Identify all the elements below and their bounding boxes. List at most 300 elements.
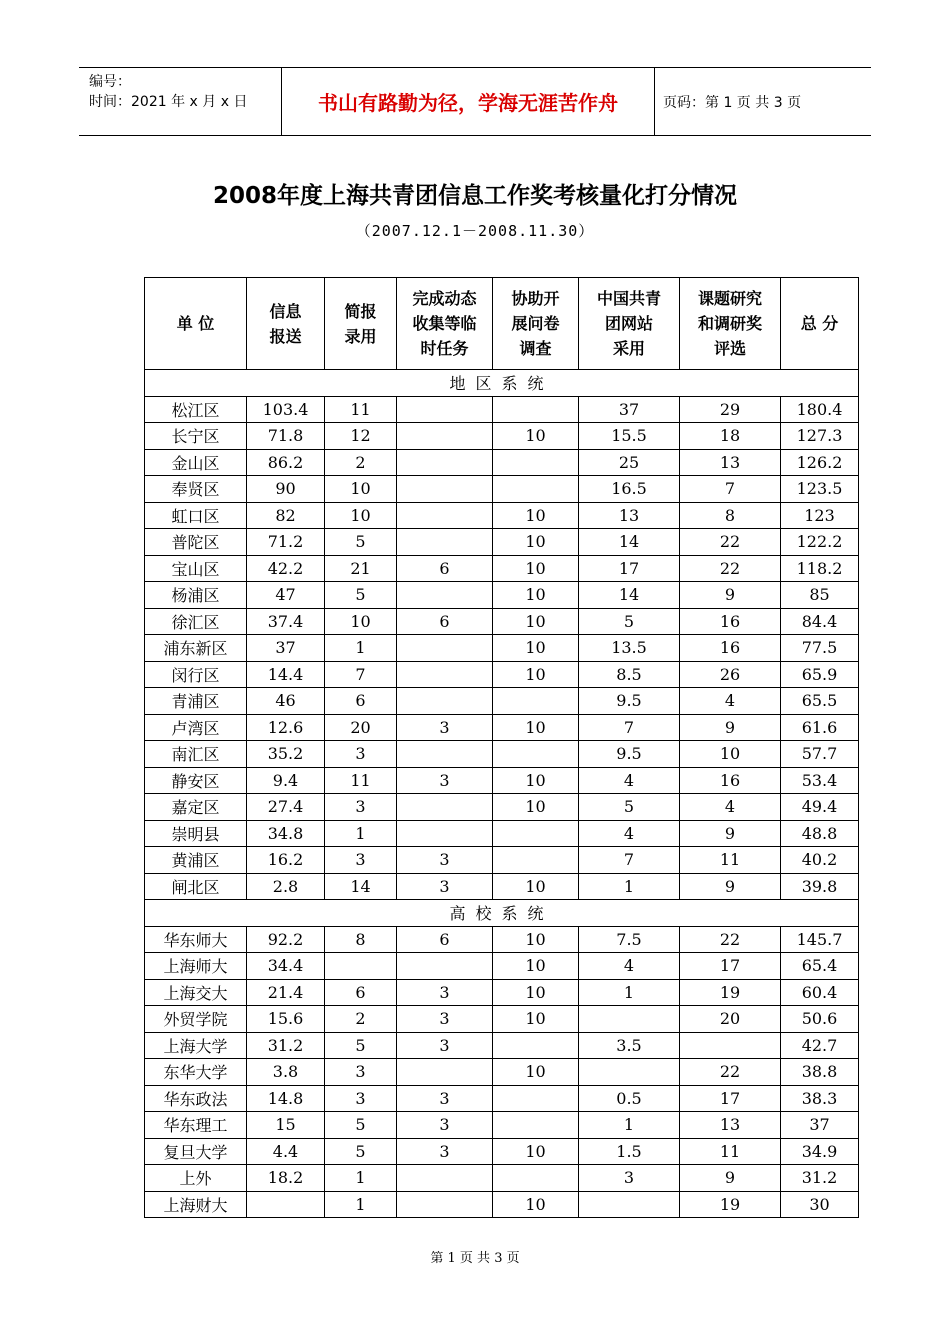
- score-cell: 13: [680, 1112, 781, 1139]
- score-cell: 17: [680, 953, 781, 980]
- table-row: [145, 635, 859, 662]
- table-row: [145, 449, 859, 476]
- score-cell: 4: [579, 767, 680, 794]
- unit-name-cell: 闸北区: [145, 873, 247, 900]
- table-row: [145, 661, 859, 688]
- score-cell: 10: [493, 794, 579, 821]
- score-cell: 6: [397, 555, 493, 582]
- score-cell: 10: [493, 873, 579, 900]
- score-cell: 22: [680, 926, 781, 953]
- unit-name-cell: 复旦大学: [145, 1138, 247, 1165]
- score-cell: 5: [325, 1112, 397, 1139]
- column-header-line: 协助开: [511, 289, 560, 308]
- column-header-line: 和调研奖: [697, 314, 762, 333]
- score-cell: 1: [325, 635, 397, 662]
- table-row: [145, 926, 859, 953]
- score-cell: 10: [493, 582, 579, 609]
- section-row: [145, 900, 859, 927]
- score-cell: 145.7: [781, 926, 859, 953]
- score-cell: 5: [579, 794, 680, 821]
- score-cell: 15: [247, 1112, 325, 1139]
- score-cell: 3: [325, 741, 397, 768]
- time-label: 时间：2021 年 x 月 x 日: [89, 94, 248, 110]
- score-cell: 34.4: [247, 953, 325, 980]
- unit-name-cell: 闵行区: [145, 661, 247, 688]
- score-cell: 9: [680, 820, 781, 847]
- score-cell: 5: [325, 529, 397, 556]
- score-cell: 7: [680, 476, 781, 503]
- score-cell: 17: [579, 555, 680, 582]
- score-cell: 42.2: [247, 555, 325, 582]
- score-cell: [579, 1059, 680, 1086]
- score-cell: 38.8: [781, 1059, 859, 1086]
- score-cell: 31.2: [247, 1032, 325, 1059]
- section-title: 地区系统: [145, 370, 859, 397]
- column-header-line: 评选: [713, 339, 746, 358]
- column-header-line: 团网站: [604, 314, 653, 333]
- unit-name-cell: 杨浦区: [145, 582, 247, 609]
- score-cell: 14: [579, 529, 680, 556]
- score-cell: 10: [493, 635, 579, 662]
- score-cell: 3: [397, 847, 493, 874]
- score-cell: 1: [579, 873, 680, 900]
- score-cell: 26: [680, 661, 781, 688]
- score-cell: 82: [247, 502, 325, 529]
- score-cell: [493, 820, 579, 847]
- unit-name-cell: 虹口区: [145, 502, 247, 529]
- score-cell: 6: [325, 979, 397, 1006]
- score-cell: 126.2: [781, 449, 859, 476]
- unit-name-cell: 奉贤区: [145, 476, 247, 503]
- score-cell: 5: [579, 608, 680, 635]
- score-cell: 3.5: [579, 1032, 680, 1059]
- score-cell: 10: [493, 926, 579, 953]
- score-cell: 19: [680, 979, 781, 1006]
- score-cell: 11: [325, 767, 397, 794]
- score-cell: 37: [579, 396, 680, 423]
- unit-name-cell: 长宁区: [145, 423, 247, 450]
- score-cell: 16: [680, 608, 781, 635]
- score-cell: 8: [680, 502, 781, 529]
- score-cell: 14.8: [247, 1085, 325, 1112]
- table-row: [145, 396, 859, 423]
- score-cell: 3: [397, 1085, 493, 1112]
- score-cell: 31.2: [781, 1165, 859, 1192]
- column-header: [325, 278, 397, 370]
- score-cell: [397, 476, 493, 503]
- score-cell: 50.6: [781, 1006, 859, 1033]
- score-cell: [397, 502, 493, 529]
- unit-name-cell: 东华大学: [145, 1059, 247, 1086]
- score-cell: 10: [325, 476, 397, 503]
- score-cell: [247, 1191, 325, 1218]
- score-cell: 103.4: [247, 396, 325, 423]
- score-cell: 3: [397, 767, 493, 794]
- score-cell: 8: [325, 926, 397, 953]
- column-header-line: 时任务: [420, 339, 469, 358]
- score-cell: 85: [781, 582, 859, 609]
- score-cell: 10: [493, 1006, 579, 1033]
- unit-name-cell: 上外: [145, 1165, 247, 1192]
- score-cell: [397, 953, 493, 980]
- motto: 书山有路勤为径，学海无涯苦作舟: [318, 91, 618, 115]
- score-cell: 3: [325, 1059, 397, 1086]
- score-cell: 127.3: [781, 423, 859, 450]
- unit-name-cell: 华东政法: [145, 1085, 247, 1112]
- score-cell: 77.5: [781, 635, 859, 662]
- score-cell: 123.5: [781, 476, 859, 503]
- score-cell: 1.5: [579, 1138, 680, 1165]
- table-row: [145, 529, 859, 556]
- score-cell: 39.8: [781, 873, 859, 900]
- score-cell: 48.8: [781, 820, 859, 847]
- section-row: [145, 370, 859, 397]
- table-row: [145, 953, 859, 980]
- column-header-line: 采用: [612, 339, 645, 358]
- score-cell: 19: [680, 1191, 781, 1218]
- table-row: [145, 423, 859, 450]
- score-cell: 10: [680, 741, 781, 768]
- column-header-line: 收集等临: [412, 314, 477, 333]
- score-cell: 65.4: [781, 953, 859, 980]
- score-cell: 53.4: [781, 767, 859, 794]
- column-header-line: 完成动态: [412, 289, 477, 308]
- table-header-row: [145, 278, 859, 370]
- score-cell: [493, 449, 579, 476]
- column-header-line: 单 位: [176, 314, 215, 333]
- document-title: 2008年度上海共青团信息工作奖考核量化打分情况: [212, 183, 737, 209]
- score-table: [144, 277, 859, 1218]
- column-header-line: 简报: [344, 301, 377, 321]
- table-row: [145, 476, 859, 503]
- unit-name-cell: 上海大学: [145, 1032, 247, 1059]
- score-cell: [493, 1032, 579, 1059]
- unit-name-cell: 黄浦区: [145, 847, 247, 874]
- score-cell: 13.5: [579, 635, 680, 662]
- column-header-line: 报送: [269, 326, 302, 346]
- score-cell: 10: [493, 608, 579, 635]
- score-cell: 3: [397, 714, 493, 741]
- score-cell: 20: [680, 1006, 781, 1033]
- table-row: [145, 1085, 859, 1112]
- score-cell: 9: [680, 582, 781, 609]
- header-divider-right: [654, 67, 655, 136]
- score-cell: 13: [579, 502, 680, 529]
- score-cell: 13: [680, 449, 781, 476]
- score-cell: [397, 688, 493, 715]
- score-cell: 9.4: [247, 767, 325, 794]
- table-row: [145, 1138, 859, 1165]
- score-cell: [493, 688, 579, 715]
- score-cell: [493, 741, 579, 768]
- unit-name-cell: 青浦区: [145, 688, 247, 715]
- score-cell: 11: [680, 1138, 781, 1165]
- score-cell: 65.5: [781, 688, 859, 715]
- score-cell: 11: [325, 396, 397, 423]
- score-cell: 5: [325, 1032, 397, 1059]
- score-cell: 86.2: [247, 449, 325, 476]
- score-cell: 15.6: [247, 1006, 325, 1033]
- score-cell: [397, 396, 493, 423]
- table-row: [145, 1059, 859, 1086]
- table-row: [145, 1165, 859, 1192]
- score-cell: 3: [325, 847, 397, 874]
- score-cell: 57.7: [781, 741, 859, 768]
- score-cell: 2.8: [247, 873, 325, 900]
- score-cell: 7: [579, 847, 680, 874]
- score-cell: 10: [493, 767, 579, 794]
- score-cell: 10: [493, 1191, 579, 1218]
- column-header: [781, 278, 859, 370]
- table-row: [145, 502, 859, 529]
- score-cell: 1: [325, 1191, 397, 1218]
- score-cell: 3: [579, 1165, 680, 1192]
- score-cell: 37: [247, 635, 325, 662]
- unit-name-cell: 徐汇区: [145, 608, 247, 635]
- score-cell: 10: [325, 608, 397, 635]
- score-cell: [397, 1059, 493, 1086]
- score-cell: 8.5: [579, 661, 680, 688]
- score-cell: 22: [680, 1059, 781, 1086]
- unit-name-cell: 外贸学院: [145, 1006, 247, 1033]
- unit-name-cell: 南汇区: [145, 741, 247, 768]
- unit-name-cell: 浦东新区: [145, 635, 247, 662]
- score-cell: 9.5: [579, 688, 680, 715]
- score-cell: 2: [325, 1006, 397, 1033]
- score-cell: [397, 423, 493, 450]
- score-cell: 18.2: [247, 1165, 325, 1192]
- score-cell: 180.4: [781, 396, 859, 423]
- score-cell: 38.3: [781, 1085, 859, 1112]
- table-row: [145, 608, 859, 635]
- table-row: [145, 582, 859, 609]
- score-cell: 34.9: [781, 1138, 859, 1165]
- column-header: [247, 278, 325, 370]
- score-cell: 6: [397, 926, 493, 953]
- score-cell: 27.4: [247, 794, 325, 821]
- score-cell: 15.5: [579, 423, 680, 450]
- score-cell: 3: [325, 794, 397, 821]
- score-cell: 6: [397, 608, 493, 635]
- score-cell: 7: [325, 661, 397, 688]
- score-cell: 42.7: [781, 1032, 859, 1059]
- score-cell: 35.2: [247, 741, 325, 768]
- column-header: [145, 278, 247, 370]
- table-row: [145, 1006, 859, 1033]
- unit-name-cell: 松江区: [145, 396, 247, 423]
- unit-name-cell: 金山区: [145, 449, 247, 476]
- score-cell: 61.6: [781, 714, 859, 741]
- score-cell: 47: [247, 582, 325, 609]
- score-cell: 9: [680, 714, 781, 741]
- column-header-line: 信息: [269, 301, 302, 321]
- score-cell: 14.4: [247, 661, 325, 688]
- table-row: [145, 741, 859, 768]
- table-row: [145, 767, 859, 794]
- score-cell: [397, 820, 493, 847]
- score-cell: 46: [247, 688, 325, 715]
- score-cell: [579, 1191, 680, 1218]
- column-header-line: 录用: [344, 326, 377, 346]
- score-cell: 5: [325, 1138, 397, 1165]
- unit-name-cell: 上海财大: [145, 1191, 247, 1218]
- score-cell: 122.2: [781, 529, 859, 556]
- unit-name-cell: 卢湾区: [145, 714, 247, 741]
- score-cell: 118.2: [781, 555, 859, 582]
- score-cell: 10: [493, 423, 579, 450]
- score-cell: 9: [680, 1165, 781, 1192]
- score-cell: 1: [579, 979, 680, 1006]
- unit-name-cell: 上海交大: [145, 979, 247, 1006]
- score-cell: 1: [325, 1165, 397, 1192]
- score-cell: 16: [680, 635, 781, 662]
- table-row: [145, 555, 859, 582]
- score-cell: 10: [493, 714, 579, 741]
- column-header-line: 调查: [519, 339, 552, 358]
- score-cell: 3: [397, 1112, 493, 1139]
- page-footer: 第 1 页 共 3 页: [430, 1251, 520, 1266]
- page-header: [79, 67, 871, 136]
- table-row: [145, 688, 859, 715]
- score-cell: [397, 661, 493, 688]
- column-header: [579, 278, 680, 370]
- score-cell: 71.8: [247, 423, 325, 450]
- score-cell: 9: [680, 873, 781, 900]
- score-cell: 1: [579, 1112, 680, 1139]
- number-label: 编号：: [89, 74, 131, 90]
- score-cell: [397, 635, 493, 662]
- score-cell: 123: [781, 502, 859, 529]
- score-cell: 10: [493, 1138, 579, 1165]
- score-cell: [493, 476, 579, 503]
- score-cell: 84.4: [781, 608, 859, 635]
- score-cell: 71.2: [247, 529, 325, 556]
- score-cell: 3: [397, 1032, 493, 1059]
- unit-name-cell: 华东理工: [145, 1112, 247, 1139]
- score-cell: [493, 1112, 579, 1139]
- score-cell: 10: [493, 555, 579, 582]
- score-cell: 11: [680, 847, 781, 874]
- score-cell: 6: [325, 688, 397, 715]
- score-cell: 16.2: [247, 847, 325, 874]
- score-cell: [579, 1006, 680, 1033]
- unit-name-cell: 静安区: [145, 767, 247, 794]
- score-cell: 30: [781, 1191, 859, 1218]
- date-range: （2007.12.1－2008.11.30）: [355, 222, 595, 240]
- score-cell: 37: [781, 1112, 859, 1139]
- score-cell: 1: [325, 820, 397, 847]
- score-cell: [397, 582, 493, 609]
- table-body: [145, 370, 859, 1218]
- unit-name-cell: 上海师大: [145, 953, 247, 980]
- table-row: [145, 714, 859, 741]
- score-cell: 0.5: [579, 1085, 680, 1112]
- table-row: [145, 979, 859, 1006]
- table-row: [145, 873, 859, 900]
- score-cell: 60.4: [781, 979, 859, 1006]
- score-cell: 3: [325, 1085, 397, 1112]
- score-cell: 21: [325, 555, 397, 582]
- score-cell: 34.8: [247, 820, 325, 847]
- column-header: [680, 278, 781, 370]
- score-cell: 7.5: [579, 926, 680, 953]
- score-cell: [493, 396, 579, 423]
- score-cell: 3: [397, 1006, 493, 1033]
- score-cell: 4: [579, 953, 680, 980]
- score-cell: 25: [579, 449, 680, 476]
- table-row: [145, 1191, 859, 1218]
- score-cell: 10: [493, 953, 579, 980]
- score-cell: 14: [325, 873, 397, 900]
- column-header-line: 总 分: [800, 314, 839, 333]
- score-cell: 22: [680, 555, 781, 582]
- score-cell: 10: [493, 1059, 579, 1086]
- column-header: [493, 278, 579, 370]
- score-cell: 90: [247, 476, 325, 503]
- score-cell: [397, 1191, 493, 1218]
- score-cell: 9.5: [579, 741, 680, 768]
- score-cell: 12: [325, 423, 397, 450]
- score-cell: 12.6: [247, 714, 325, 741]
- score-cell: [493, 1165, 579, 1192]
- page-label: 页码：第 1 页 共 3 页: [663, 94, 802, 111]
- column-header-line: 课题研究: [697, 289, 762, 308]
- score-cell: 29: [680, 396, 781, 423]
- table-row: [145, 1032, 859, 1059]
- score-cell: 20: [325, 714, 397, 741]
- header-meta: [89, 72, 247, 112]
- column-header: [397, 278, 493, 370]
- unit-name-cell: 普陀区: [145, 529, 247, 556]
- column-header-line: 中国共青: [596, 289, 661, 308]
- score-cell: 16.5: [579, 476, 680, 503]
- score-cell: [325, 953, 397, 980]
- score-cell: [397, 529, 493, 556]
- score-cell: 40.2: [781, 847, 859, 874]
- score-cell: 10: [493, 979, 579, 1006]
- score-cell: 10: [493, 661, 579, 688]
- score-cell: 17: [680, 1085, 781, 1112]
- score-cell: 3.8: [247, 1059, 325, 1086]
- score-cell: 10: [325, 502, 397, 529]
- score-cell: 14: [579, 582, 680, 609]
- score-cell: [493, 847, 579, 874]
- score-cell: 10: [493, 529, 579, 556]
- unit-name-cell: 宝山区: [145, 555, 247, 582]
- unit-name-cell: 嘉定区: [145, 794, 247, 821]
- score-cell: 4: [680, 794, 781, 821]
- score-cell: [397, 449, 493, 476]
- unit-name-cell: 华东师大: [145, 926, 247, 953]
- score-cell: [397, 794, 493, 821]
- score-cell: 65.9: [781, 661, 859, 688]
- score-cell: 5: [325, 582, 397, 609]
- score-cell: 2: [325, 449, 397, 476]
- score-cell: 21.4: [247, 979, 325, 1006]
- section-title: 高校系统: [145, 900, 859, 927]
- score-cell: 10: [493, 502, 579, 529]
- score-cell: 3: [397, 979, 493, 1006]
- score-cell: 22: [680, 529, 781, 556]
- score-cell: [397, 1165, 493, 1192]
- score-cell: 16: [680, 767, 781, 794]
- column-header-line: 展问卷: [511, 314, 560, 333]
- score-cell: 3: [397, 873, 493, 900]
- score-cell: [493, 1085, 579, 1112]
- score-cell: 4: [680, 688, 781, 715]
- score-cell: [680, 1032, 781, 1059]
- table-row: [145, 1112, 859, 1139]
